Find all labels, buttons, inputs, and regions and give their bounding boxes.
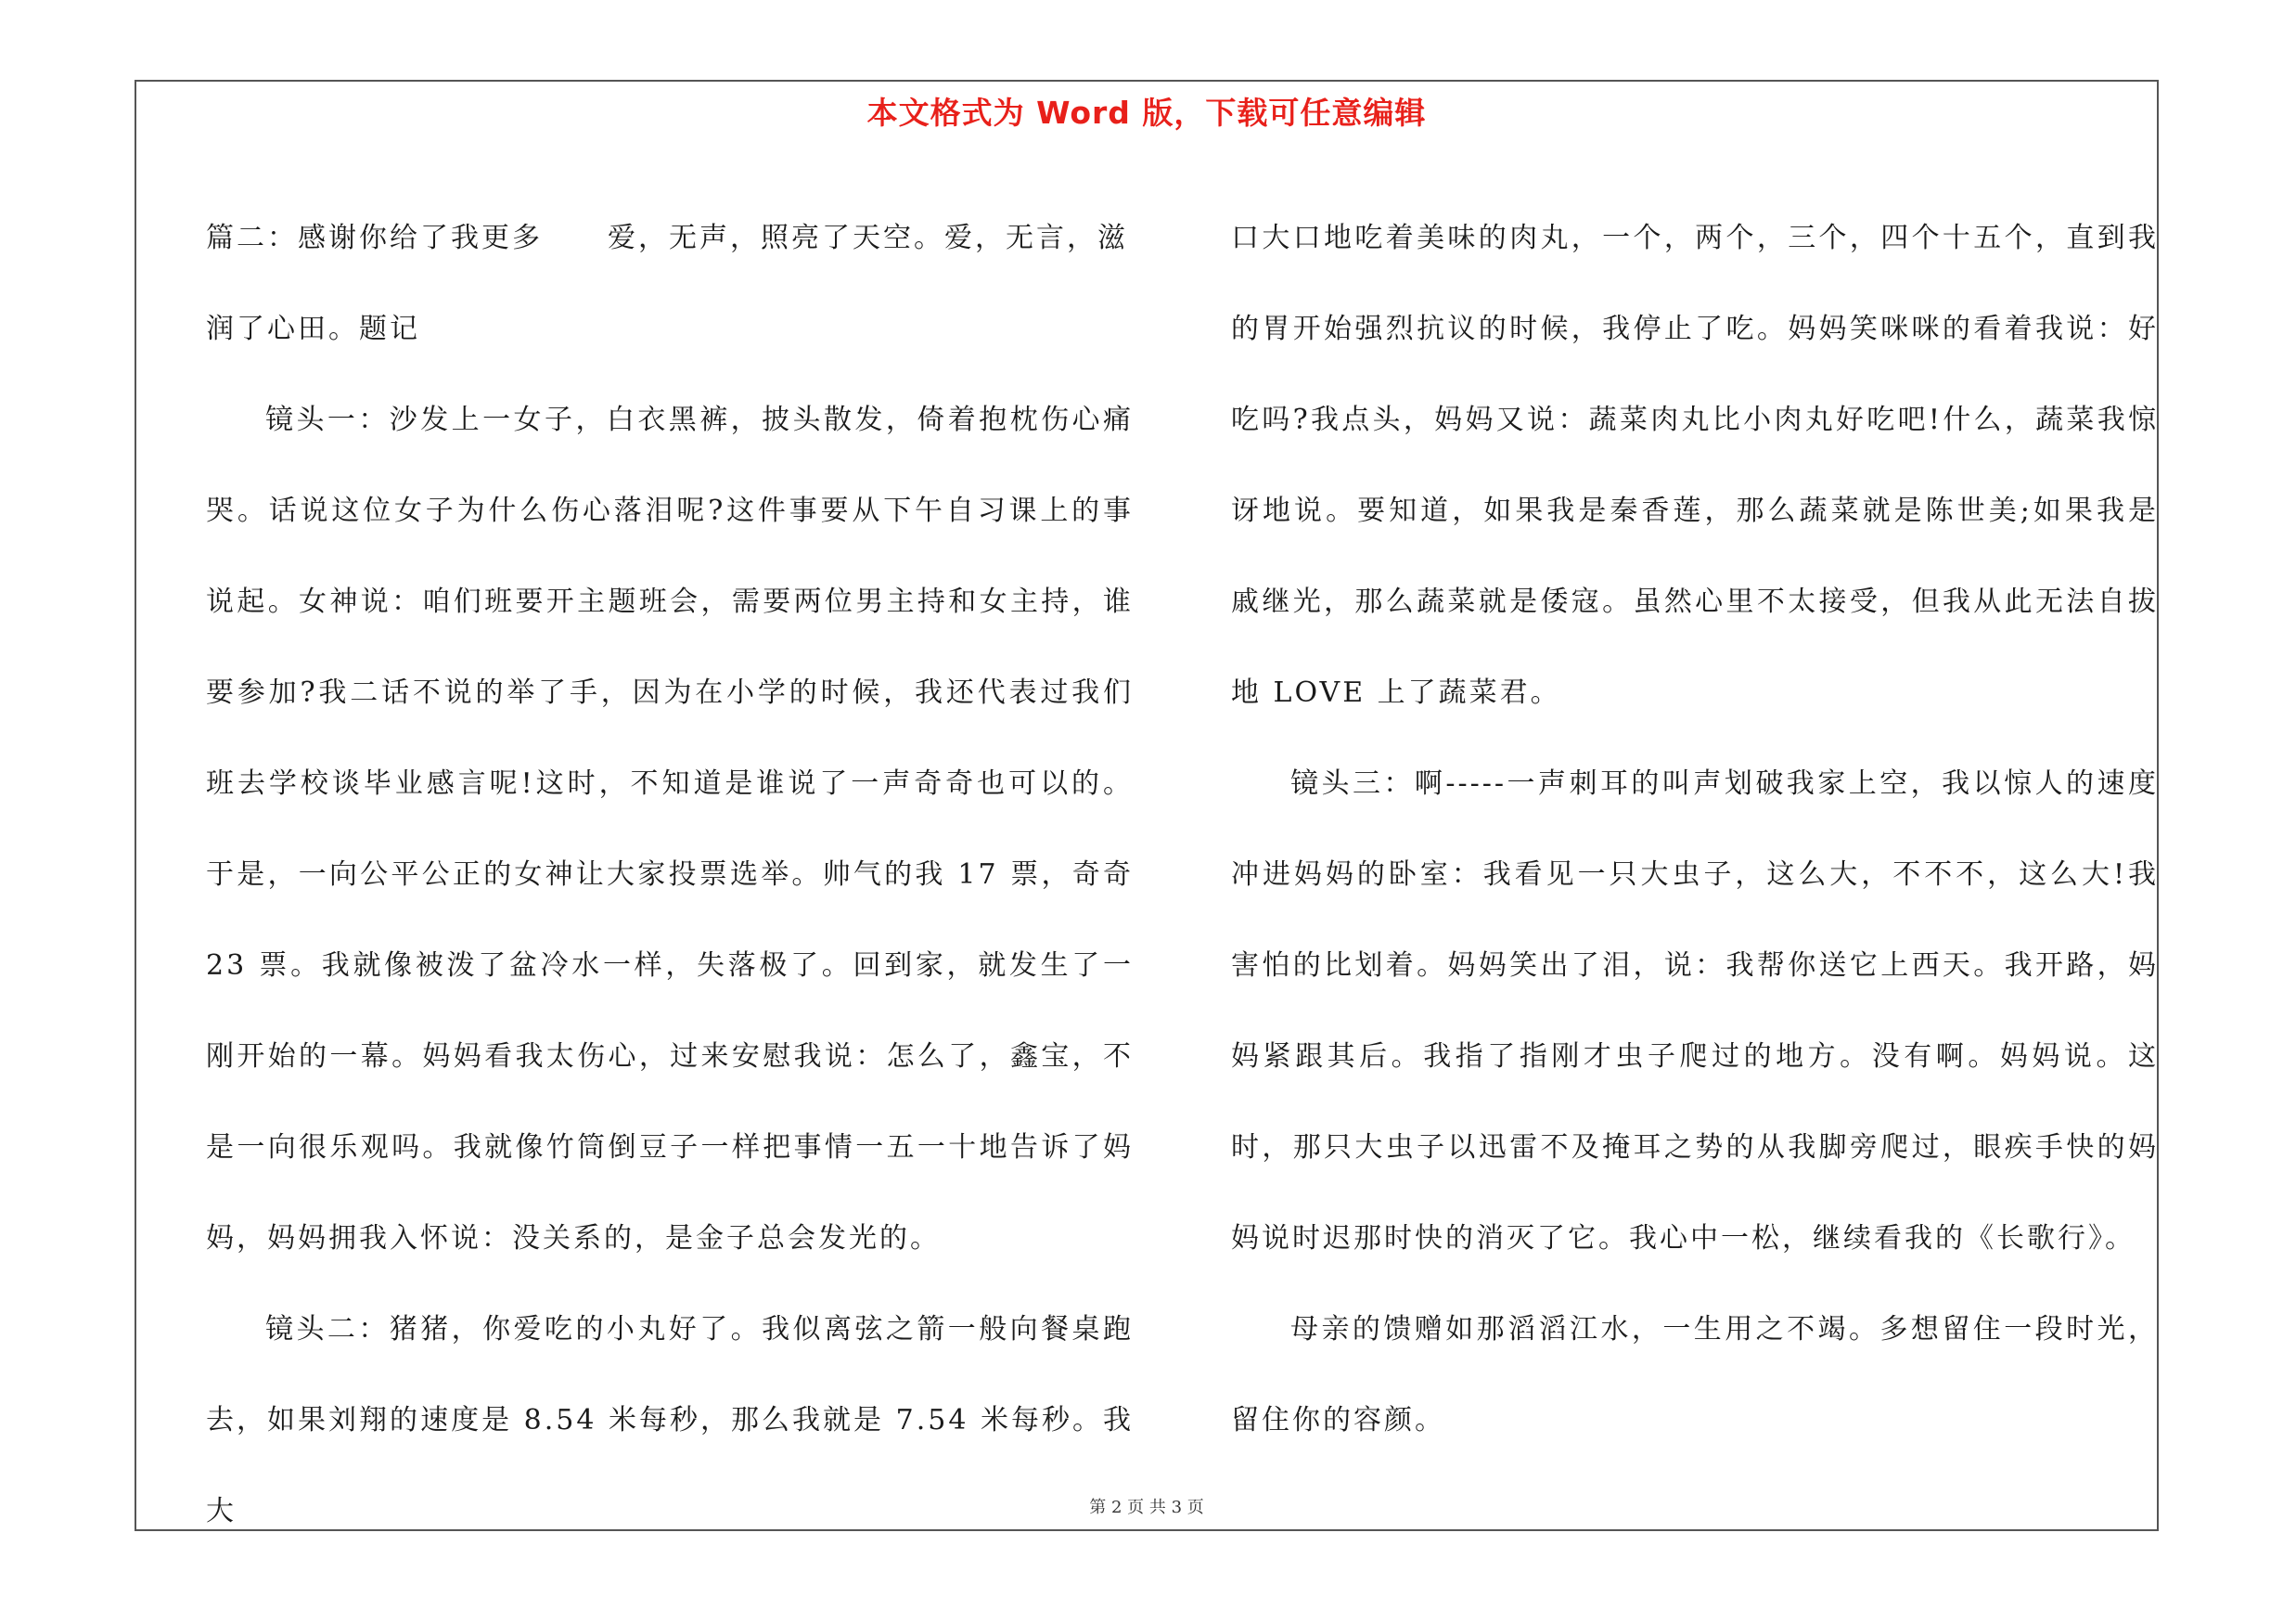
left-column (206, 193, 1134, 1557)
page-frame (135, 80, 2159, 1531)
paragraph-scene-one: 镜头一：沙发上一女子，白衣黑裤，披头散发，倚着抱枕伤心痛哭。话说这位女子为什么伤心落泪呢?这件事要从下午自习课上的事说起。女神说：咱们班要开主题班会，需要两位男主持和女主持，谁要参加?我二话不说的举了手，因为在小学的时候，我还代表过我们班去学校谈毕业感言呢!这时，不知道是谁说了一声奇奇也可以的。于是，一向公平公正的女神让大家投票选举。帅气的我 17 票，奇奇 23 票。我就像被泼了盆冷水一样，失落极了。回到家，就发生了一刚开始的一幕。妈妈看我太伤心，过来安慰我说：怎么了，鑫宝，不是一向很乐观吗。我就像竹筒倒豆子一样把事情一五一十地告诉了妈妈，妈妈拥我入怀说：没关系的，是金子总会发光的。 (206, 404, 1134, 1255)
article-title (206, 193, 1134, 375)
right-column (1231, 193, 2159, 1466)
paragraph-scene-two-continued: 口大口地吃着美味的肉丸，一个，两个，三个，四个十五个，直到我的胃开始强烈抗议的时候，我停止了吃。妈妈笑咪咪的看着我说：好吃吗?我点头，妈妈又说：蔬菜肉丸比小肉丸好吃吧!什么，蔬菜我惊讶地说。要知道，如果我是秦香莲，那么蔬菜就是陈世美;如果我是戚继光，那么蔬菜就是倭寇。虽然心里不太接受，但我从此无法自拔地 LOVE 上了蔬菜君。 (1231, 222, 2159, 709)
page-number-footer: 第 2 页 共 3 页 (1089, 1498, 1204, 1517)
paragraph-scene-three: 镜头三：啊-----一声刺耳的叫声划破我家上空，我以惊人的速度冲进妈妈的卧室：我看见一只大虫子，这么大，不不不，这么大!我害怕的比划着。妈妈笑出了泪，说：我帮你送它上西天。我开路，妈妈紧跟其后。我指了指刚才虫子爬过的地方。没有啊。妈妈说。这时，那只大虫子以迅雷不及掩耳之势的从我脚旁爬过，眼疾手快的妈妈说时迟那时快的消灭了它。我心中一松，继续看我的《长歌行》。 (1231, 767, 2159, 1255)
title-part-c: 润了心田。题记 (206, 313, 420, 345)
paragraph-scene-two: 镜头二：猪猪，你爱吃的小丸好了。我似离弦之箭一般向餐桌跑去，如果刘翔的速度是 8.54 米每秒，那么我就是 7.54 米每秒。我大 (206, 1313, 1134, 1527)
title-part-a: 篇二：感谢你给了我更多 (206, 222, 543, 254)
paragraph-closing: 母亲的馈赠如那滔滔江水，一生用之不竭。多想留住一段时光，留住你的容颜。 (1231, 1313, 2159, 1436)
format-banner: 本文格式为 Word 版，下载可任意编辑 (866, 95, 1427, 131)
title-part-b: 爱，无声，照亮了天空。爱，无言，滋 (608, 222, 1128, 254)
